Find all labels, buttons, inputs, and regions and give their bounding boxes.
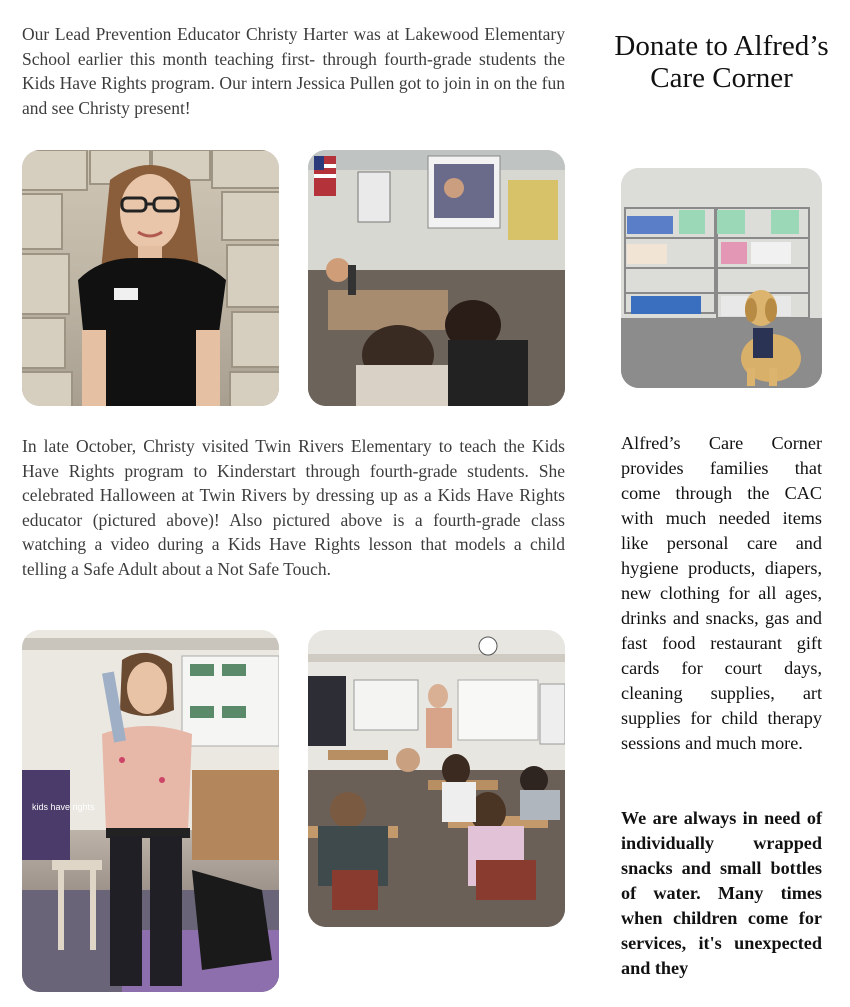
classroom-video-photo: [308, 150, 565, 406]
classroom-students-photo: [308, 630, 565, 927]
needs-paragraph: We are always in need of individually wrapped snacks and small bottles of water. Many times when children come for services, it's unexpected and they: [621, 808, 822, 978]
educator-teaching-image: [22, 630, 279, 992]
poster-text: kids have rights: [32, 802, 95, 812]
educator-halloween-photo: [22, 630, 279, 992]
care-corner-paragraph: Alfred’s Care Corner provides families that come through the CAC with much needed items like personal care and hygiene products, diapers, new clothing for all ages, drinks and snacks, gas and fast food restaurant gift cards for court days, cleaning supplies, art supplies for child therapy sessions and much more.: [621, 433, 822, 753]
lakewood-paragraph: Our Lead Prevention Educator Christy Harter was at Lakewood Elementary School earlier this month teaching first- through fourth-grade students the Kids Have Rights program. Our intern Jessica Pullen got to join in on the fun and see Christy present!: [22, 24, 565, 118]
care-corner-photo: [621, 168, 822, 388]
classroom-video-image: [308, 150, 565, 406]
donate-heading: Donate to Alfred’s Care Corner: [614, 30, 829, 94]
classroom-students-image: [308, 630, 565, 927]
educator-portrait-photo: [22, 150, 279, 406]
twin-rivers-paragraph: In late October, Christy visited Twin Rivers Elementary to teach the Kids Have Rights program to Kinderstart through fourth-grade students. She celebrated Halloween at Twin Rivers by dressing up as a Kids Have Rights educator (pictured above)! Also pictured above is a fourth-grade class watching a video during a Kids Have Rights lesson that models a child telling a Safe Adult about a Not Safe Touch.: [22, 436, 565, 579]
stone-wall-portrait-image: [22, 150, 279, 406]
care-corner-dog-image: [621, 168, 822, 388]
